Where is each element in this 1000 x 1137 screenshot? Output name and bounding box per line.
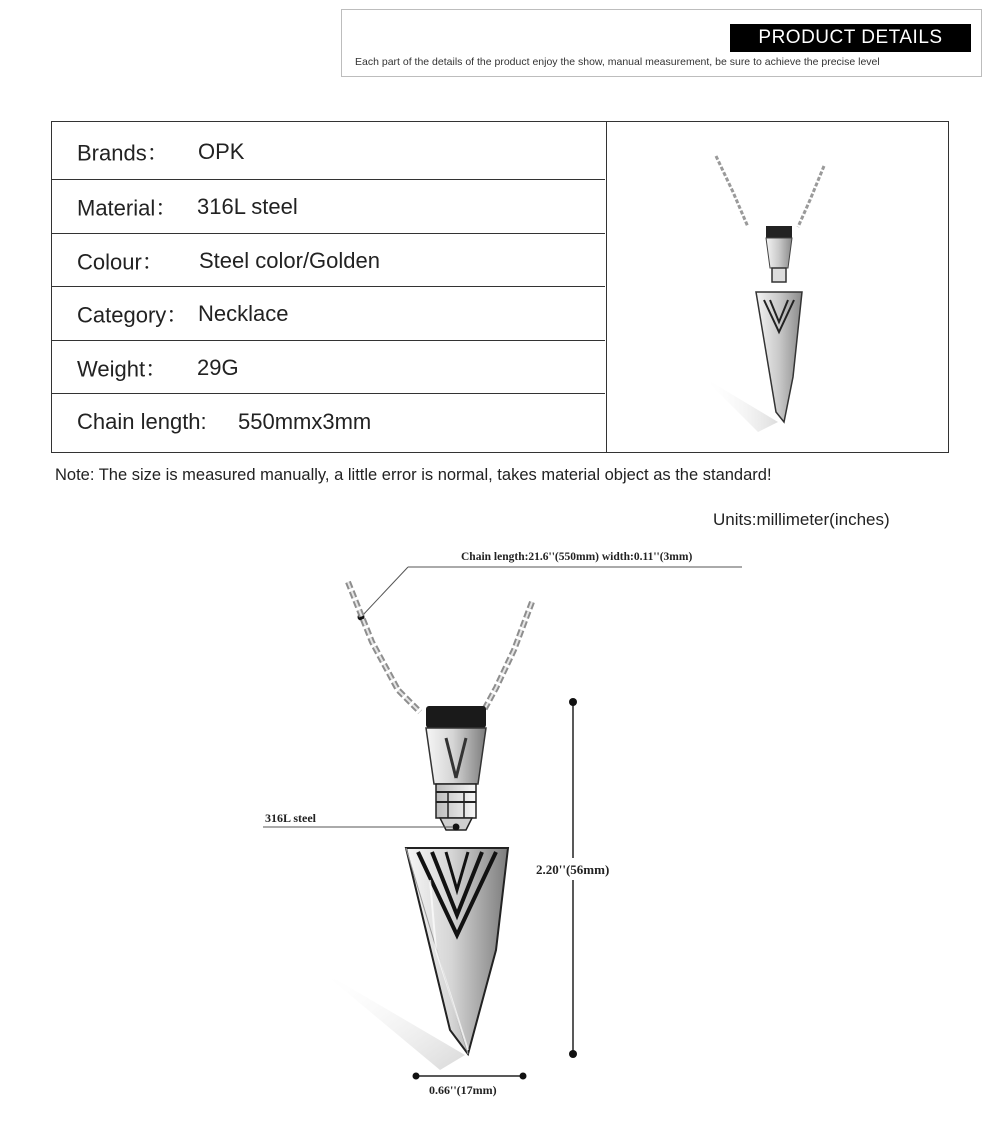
- spec-row-material: [52, 180, 605, 234]
- height-label: 2.20''(56mm): [536, 862, 610, 877]
- chain-length-label: Chain length:21.6''(550mm) width:0.11''(3mm): [461, 551, 693, 563]
- measurement-note: Note: The size is measured manually, a little error is normal, takes material object as the standard!: [55, 466, 772, 484]
- pendant-bail: [426, 706, 486, 728]
- row-divider: [52, 393, 605, 394]
- width-label: 0.66''(17mm): [429, 1083, 497, 1097]
- dimension-diagram: [0, 530, 1000, 1130]
- thumb-bail: [766, 226, 792, 238]
- spec-value: Steel color/Golden: [199, 248, 380, 273]
- spec-value: 316L steel: [197, 194, 298, 219]
- spec-row-category: [52, 287, 605, 341]
- pendant-thumbnail: [608, 122, 948, 452]
- spec-label: Category：: [77, 302, 189, 328]
- material-marker-dot: [453, 824, 460, 831]
- spec-row-chain-length: [52, 395, 605, 449]
- spec-label: Weight：: [77, 356, 168, 382]
- thumb-arrowhead: [756, 292, 802, 422]
- spec-value: 29G: [197, 355, 239, 380]
- spec-row-colour: [52, 234, 605, 288]
- spec-row-weight: [52, 341, 605, 395]
- spec-value: Necklace: [198, 301, 289, 326]
- spec-label: Chain length:: [77, 409, 207, 434]
- spec-value: OPK: [198, 139, 245, 164]
- spec-label: Material：: [77, 195, 178, 221]
- material-label: 316L steel: [265, 811, 316, 825]
- header-title: PRODUCT DETAILS: [730, 24, 971, 52]
- spec-rows: [52, 122, 607, 452]
- spec-value: 550mmx3mm: [238, 409, 372, 434]
- spec-table: [51, 121, 949, 453]
- header-subtitle: Each part of the details of the product enjoy the show, manual measurement, be sure to achieve the precise level: [355, 56, 880, 68]
- product-details-header: [341, 9, 982, 77]
- units-label: Units:millimeter(inches): [713, 510, 890, 529]
- spec-label: Brands：: [77, 140, 169, 166]
- pendant-arrowhead: [406, 848, 508, 1054]
- thumb-chain: [716, 156, 824, 227]
- spec-label: Colour：: [77, 249, 164, 275]
- spec-row-brand: [52, 125, 605, 179]
- table-divider: [606, 122, 607, 452]
